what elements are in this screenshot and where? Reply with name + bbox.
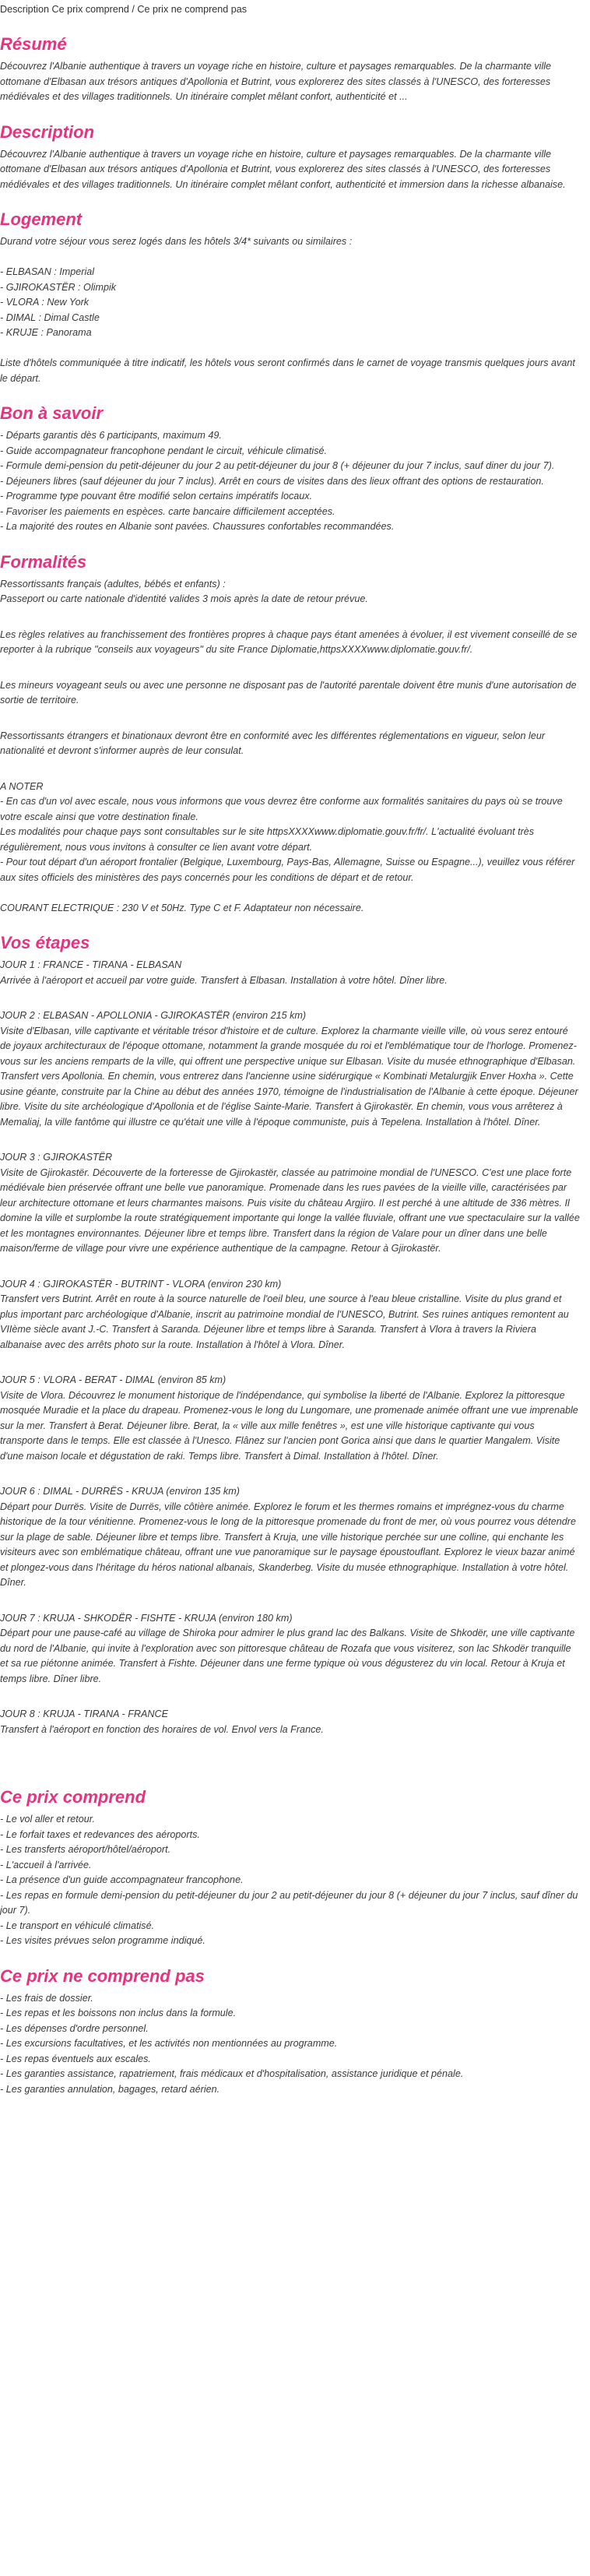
bon-a-savoir-item: - Programme type pouvant être modifié selon certains impératifs locaux. xyxy=(0,491,313,501)
bon-a-savoir-section xyxy=(0,403,590,535)
hotel-item: - GJIROKASTËR : Olimpik xyxy=(0,281,117,293)
day-heading: JOUR 4 : GJIROKASTËR - BUTRINT - VLORA (environ 230 km) xyxy=(0,1278,282,1290)
comprend-item: - Le forfait taxes et redevances des aéroports. xyxy=(0,1828,200,1840)
day-text: Transfert vers Butrint. Arrêt en route à la source naturelle de l'oeil bleu, une source à l'eau bleue cristalline. Visite du plus grand et plus important parc archéologique d'Albanie, inscrit au patrimoine mondial de l'UNESCO, Butrint. Ses ruines antiques remontent au VIIème siècle avant J.-C. Transfert à Saranda. Déjeuner libre et temps libre à Saranda. Transfert à Vlora à travers la Riviera albanaise avec des arrêts photo sur la route. Installation à l'hôtel à Vlora. Dîner. xyxy=(0,1293,572,1350)
day-heading: JOUR 1 : FRANCE - TIRANA - ELBASAN xyxy=(0,959,182,970)
formalites-section xyxy=(0,552,590,917)
formalites-text: Passeport ou carte nationale d'identité valides 3 mois après la date de retour prévue. xyxy=(0,593,368,604)
description-text: Découvrez l'Albanie authentique à travers un voyage riche en histoire, culture et paysages remarquables. De la charmante ville ottomane d'Elbasan aux trésors antiques d'Apollonia et Butrint, vous explorerez des sites classés à l'UNESCO, des forteresses médiévales et des villages traditionnels. Un itinéraire complet mêlant confort, authenticité et immersion dans la richesse albanaise. xyxy=(0,148,566,190)
day-heading: JOUR 7 : KRUJA - SHKODËR - FISHTE - KRUJA (environ 180 km) xyxy=(0,1612,293,1624)
logement-intro: Durand votre séjour vous serez logés dans les hôtels 3/4* suivants ou similaires : xyxy=(0,236,353,247)
formalites-text: COURANT ELECTRIQUE : 230 V et 50Hz. Type C et F. Adaptateur non nécessaire. xyxy=(0,902,364,913)
formalites-text: Ressortissants étrangers et binationaux devront être en conformité avec les différentes réglementations en vigueur, selon leur nationalité et devront s'informer auprès de leur consulat. xyxy=(0,730,548,756)
ne-comprend-pas-item: - Les dépenses d'ordre personnel. xyxy=(0,2022,149,2034)
formalites-note-title: A NOTER xyxy=(0,780,44,792)
day-heading: JOUR 8 : KRUJA - TIRANA - FRANCE xyxy=(0,1709,168,1719)
logement-section xyxy=(0,209,590,386)
bon-a-savoir-item: - Guide accompagnateur francophone pendant le circuit, véhicule climatisé. xyxy=(0,445,328,456)
day-heading: JOUR 6 : DIMAL - DURRËS - KRUJA (environ 135 km) xyxy=(0,1486,240,1497)
hotel-item: - DIMAL : Dimal Castle xyxy=(0,311,100,323)
resume-text: Découvrez l'Albanie authentique à travers un voyage riche en histoire, culture et paysages remarquables. De la charmante ville ottomane d'Elbasan aux trésors antiques d'Apollonia et Butrint, vous explorerez des sites classés à l'UNESCO, des forteresses médiévales et des villages traditionnels. Un itinéraire complet mêlant confort, authenticité et ... xyxy=(0,61,554,102)
comprend-item: - Le transport en véhiculé climatisé. xyxy=(0,1920,155,1931)
day-text: Visite d'Elbasan, ville captivante et véritable trésor d'histoire et de culture. Explorez la charmante vieille ville, où vous serez entouré de joyaux architecturaux de l'époque ottomane, notamment la grande mosquée du roi et l'emblématique tour de l'horloge. Promenez-vous sur les anciens remparts de la ville, qui offrent une perspective unique sur Elbasan. Visite du musée ethnographique d'Elbasan. Transfert vers Apollonia. En chemin, vous entrerez dans l'ancienne usine sidérurgique « Kombinati Metalurgjik Enver Hoxha ». Cette usine géante, construite par la Chine au début des années 1970, témoigne de l'industrialisation de l'Albanie à cette époque. Déjeuner libre. Visite du site archéologique d'Apollonia et de l'église Sainte-Marie. Transfert à Gjirokastër. En chemin, vous vous arrêterez à Memaliaj, la ville fantôme qui illustre ce qu'était une ville à l'époque communiste, puis à Tepelena. Installation à l'hôtel. Dîner. xyxy=(0,1025,581,1128)
ne-comprend-pas-item: - Les repas et les boissons non inclus dans la formule. xyxy=(0,2008,237,2018)
ne-comprend-pas-item: - Les garanties assistance, rapatriement, frais médicaux et d'hospitalisation, assistance juridique et pénale. xyxy=(0,2068,464,2079)
bon-a-savoir-item: - Formule demi-pension du petit-déjeuner du jour 2 au petit-déjeuner du jour 8 (+ déjeuner du jour 7 inclus, sauf diner du jour 7). xyxy=(0,460,555,471)
day-text: Arrivée à l'aéroport et accueil par votre guide. Transfert à Elbasan. Installation à votre hôtel. Dîner libre. xyxy=(0,974,448,986)
logement-title: Logement xyxy=(0,209,83,229)
day-text: Transfert à l'aéroport en fonction des horaires de vol. Envol vers la France. xyxy=(0,1723,324,1735)
formalites-text: Ressortissants français (adultes, bébés et enfants) : xyxy=(0,578,226,589)
bon-a-savoir-item: - Déjeuners libres (sauf déjeuner du jour 7 inclus). Arrêt en cours de visites dans des lieux offrant des options de restauration. xyxy=(0,475,544,487)
ne-comprend-pas-item: - Les frais de dossier. xyxy=(0,1992,93,2004)
comprend-item: - Les visites prévues selon programme indiqué. xyxy=(0,1935,205,1946)
formalites-title: Formalités xyxy=(0,551,87,572)
description-section xyxy=(0,122,590,193)
formalites-text: - Pour tout départ d'un aéroport frontalier (Belgique, Luxembourg, Pays-Bas, Allemagne, Suisse ou Espagne...), veuillez vous référer aux sites officiels des ministères des pays concernés pour les conditions de départ et de retour. xyxy=(0,857,578,883)
hotel-item: - KRUJE : Panorama xyxy=(0,327,92,338)
resume-title: Résumé xyxy=(0,34,67,54)
comprend-item: - La présence d'un guide accompagnateur francophone. xyxy=(0,1874,244,1885)
resume-section xyxy=(0,34,590,105)
bon-a-savoir-item: - Favoriser les paiements en espèces. carte bancaire difficilement acceptées. xyxy=(0,505,335,517)
hotel-item: - VLORA : New York xyxy=(0,297,90,308)
ne-comprend-pas-item: - Les garanties annulation, bagages, retard aérien. xyxy=(0,2083,220,2095)
comprend-title: Ce prix comprend xyxy=(0,1787,146,1807)
ne-comprend-pas-item: - Les repas éventuels aux escales. xyxy=(0,2053,151,2064)
bon-a-savoir-item: - Départs garantis dès 6 participants, maximum 49. xyxy=(0,430,222,441)
etapes-section xyxy=(0,933,590,1737)
day-text: Visite de Gjirokastër. Découverte de la forteresse de Gjirokastër, classée au patrimoine mondial de l'UNESCO. C'est une place forte médiévale bien préservée offrant une belle vue panoramique. Promenade dans les rues pavées de la vieille ville, caractérisées par leur architecture ottomane et leurs charmantes maisons. Puis visite du château Argjiro. Il est perché à une altitude de 336 mètres. Il domine la ville et surplombe la route stratégiquement importante qui longe la vallée fluviale, offrant une vue spectaculaire sur la vallée et les montagnes environnantes. Déjeuner libre et temps libre. Transfert dans la région de Valare pour un dîner dans une belle maison/ferme de village pour vivre une expérience authentique de la campagne. Retour à Gjirokastër. xyxy=(0,1167,583,1254)
day-heading: JOUR 3 : GJIROKASTËR xyxy=(0,1152,113,1163)
comprend-item: - Les repas en formule demi-pension du petit-déjeuner du jour 2 au petit-déjeuner du jour 8 (+ déjeuner du jour 7 inclus, sauf dîner du jour 7). xyxy=(0,1889,581,1916)
day-heading: JOUR 2 : ELBASAN - APOLLONIA - GJIROKASTËR (environ 215 km) xyxy=(0,1010,307,1021)
formalites-text: Les règles relatives au franchissement des frontières propres à chaque pays étant amenées à évoluer, il est vivement conseillé de se reporter à la rubrique "conseils aux voyageurs" du site France Diplomatie,httpsXXXXwww.diplomatie.gouv.fr/. xyxy=(0,628,580,655)
comprend-item: - Le vol aller et retour. xyxy=(0,1814,96,1825)
formalites-text: Les modalités pour chaque pays sont consultables sur le site httpsXXXXwww.diplomatie.gouv.fr/fr/. L'actualité évoluant très régulièrement, nous vous invitons à consulter ce lien avant votre départ. xyxy=(0,826,537,853)
day-text: Visite de Vlora. Découvrez le monument historique de l'indépendance, qui symbolise la liberté de l'Albanie. Explorez la pittoresque mosquée Muradie et la place du drapeau. Promenez-vous le long du Lungomare, une promenade animée offrant une vue imprenable sur la mer. Transfert à Berat. Déjeuner libre. Berat, la « ville aux mille fenêtres », est une ville historique captivante qui vous transporte dans le temps. Elle est classée à l'Unesco. Flânez sur l'ancien pont Gorica ainsi que dans le quartier Mangalem. Visite d'une maison locale et dégustation de raki. Temps libre. Transfert à Dimal. Installation à l'hôtel. Dîner. xyxy=(0,1389,581,1462)
description-title: Description xyxy=(0,121,95,142)
etapes-title: Vos étapes xyxy=(0,933,90,952)
hotel-item: - ELBASAN : Imperial xyxy=(0,266,95,277)
ne-comprend-pas-item: - Les excursions facultatives, et les activités non mentionnées au programme. xyxy=(0,2038,338,2049)
day-text: Départ pour Durrës. Visite de Durrës, ville côtière animée. Explorez le forum et les thermes romains et imprégnez-vous du charme historique de la tour vénitienne. Promenez-vous le long de la pittoresque promenade du front de mer, où vous pourrez vous détendre sur la plage de sable. Déjeuner libre et temps libre. Transfert à Kruja, une ville historique perchée sur une colline, qui enchante les visiteurs avec son emblématique château, offrant une vue panoramique sur le paysage époustouflant. Explorez le vieux bazar animé et plongez-vous dans l'héritage du héros national albanais, Skanderbeg. Visite du musée ethnographique. Installation à votre hôtel. Dîner. xyxy=(0,1501,579,1588)
bon-a-savoir-item: - La majorité des routes en Albanie sont pavées. Chaussures confortables recommandées. xyxy=(0,521,395,532)
logement-note: Liste d'hôtels communiquée à titre indicatif, les hôtels vous seront confirmés dans le carnet de voyage transmis quelques jours avant le départ. xyxy=(0,357,578,384)
comprend-item: - L'accueil à l'arrivée. xyxy=(0,1859,92,1870)
day-heading: JOUR 5 : VLORA - BERAT - DIMAL (environ 85 km) xyxy=(0,1374,227,1385)
ne-comprend-pas-title: Ce prix ne comprend pas xyxy=(0,1965,205,1986)
ne-comprend-pas-section xyxy=(0,1966,590,2098)
formalites-text: - En cas d'un vol avec escale, nous vous informons que vous devrez être conforme aux formalités sanitaires du pays où se trouve votre escale ainsi que votre destination finale. xyxy=(0,796,566,822)
header-tabs-line: Description Ce prix comprend / Ce prix ne comprend pas xyxy=(0,4,248,15)
formalites-text: Les mineurs voyageant seuls ou avec une personne ne disposant pas de l'autorité parentale doivent être munis d'une autorisation de sortie de territoire. xyxy=(0,679,580,706)
comprend-item: - Les transferts aéroport/hôtel/aéroport. xyxy=(0,1844,171,1855)
comprend-section xyxy=(0,1787,590,1949)
day-text: Départ pour une pause-café au village de Shiroka pour admirer le plus grand lac des Balkans. Visite de Shkodër, une ville captivante du nord de l'Albanie, qui invite à l'exploration avec son pittoresque château de Rozafa que vous visiterez, son lac Shkodër tranquille et sa rue piétonne animée. Transfert à Fishte. Déjeuner dans une ferme typique où vous dégusterez du vin local. Retour à Kruja et temps libre. Dîner libre. xyxy=(0,1628,578,1684)
bon-a-savoir-title: Bon à savoir xyxy=(0,403,104,423)
